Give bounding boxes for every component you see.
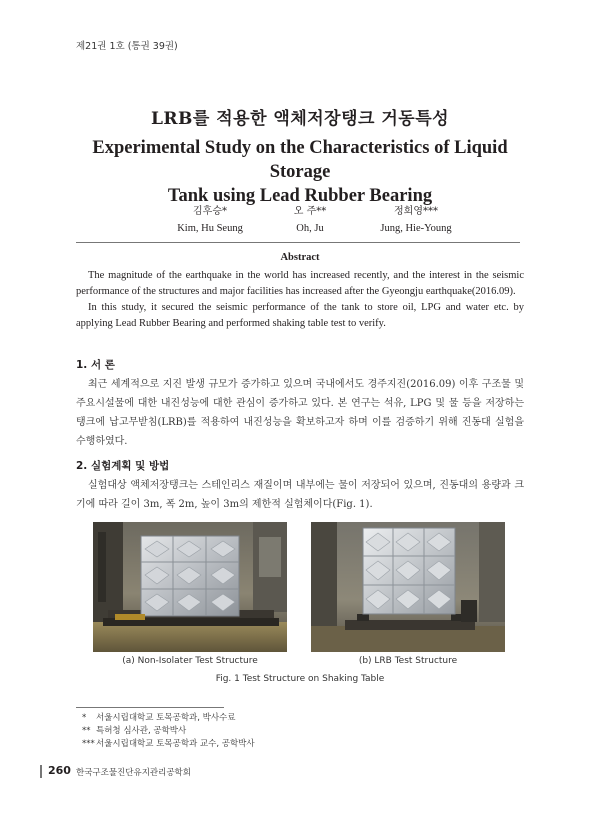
author-1-ko: 김후승* [193,206,227,217]
volume-header: 제21권 1호 (통권 39권) [76,41,178,52]
footnote-1-text: 서울시립대학교 토목공학과, 박사수료 [96,713,236,723]
section-1-paragraph: 최근 세계적으로 지진 발생 규모가 증가하고 있으며 국내에서도 경주지진(2016.09) 이후 구조물 및 주요시설물에 대한 내진성능에 대한 관심이 증가하고 있다. 본 연구는 석유, LPG 및 물 등을 저장하는 탱크에 납고무받침(LRB)를 적용하여 내진성능을 확보하고자 하며 이를 검증하기 위해 진동대 실험을 수행하였다. [76,379,524,447]
footnote-2-mark: ** [82,726,91,736]
author-2-en: Oh, Ju [296,223,324,234]
author-2-ko: 오 주** [293,206,327,217]
author-3-en: Jung, Hie-Young [380,223,452,234]
footnote-2 [82,725,255,738]
photo-non-isolater-test-structure [93,522,287,652]
footnote-3-text: 서울시립대학교 토목공학과 교수, 공학박사 [96,739,255,749]
figure-subcaption-b: (b) LRB Test Structure [358,656,458,666]
abstract-heading: Abstract [280,252,320,263]
photo-lrb-test-structure [311,522,505,652]
english-title [60,136,540,208]
footnote-divider [76,707,224,708]
section-2-body [76,476,524,514]
abstract-body [76,268,524,332]
page-number: 260 [48,764,71,777]
footnote-1 [82,712,255,725]
abstract-paragraph-2: In this study, it secured the seismic performance of the tank to store oil, LPG and water etc. by applying Lead Rubber Bearing and performed shaking table test to verify. [76,302,524,329]
figure-subcaption-a: (a) Non-Isolater Test Structure [122,656,258,666]
section-2-paragraph: 실험대상 액체저장탱크는 스테인리스 재질이며 내부에는 물이 저장되어 있으며, 진동대의 용량과 크기에 따라 길이 3m, 폭 2m, 높이 3m의 제한적 실험체이다(Fig. 1). [76,480,524,510]
section-2-heading: 2. 실험계획 및 방법 [76,460,170,472]
footnote-2-text: 특허청 심사관, 공학박사 [96,726,187,736]
section-1-heading: 1. 서 론 [76,359,115,371]
english-title-line1: Experimental Study on the Characteristics of Liquid Storage [92,138,508,182]
tank-photo-b [311,522,505,652]
divider [76,242,520,243]
author-3 [346,203,486,237]
page-number-bar [40,765,42,778]
footnotes [82,712,255,751]
korean-title: LRB를 적용한 액체저장탱크 거동특성 [150,109,450,129]
author-3-ko: 정희영*** [394,206,438,217]
english-title-line2: Tank using Lead Rubber Bearing [167,186,433,206]
footnote-1-mark: * [82,713,87,723]
footnote-3 [82,738,255,751]
author-1-en: Kim, Hu Seung [177,223,243,234]
tank-photo-a [93,522,287,652]
footnote-3-mark: *** [82,739,95,749]
journal-name: 한국구조물진단유지관리공학회 [76,768,191,778]
section-1-body [76,375,524,451]
abstract-paragraph-1: The magnitude of the earthquake in the world has increased recently, and the interest in the seismic performance of the structures and major facilities has increased after the Gyeongju earthquake(2016.09). [76,270,524,297]
figure-caption: Fig. 1 Test Structure on Shaking Table [215,674,385,684]
